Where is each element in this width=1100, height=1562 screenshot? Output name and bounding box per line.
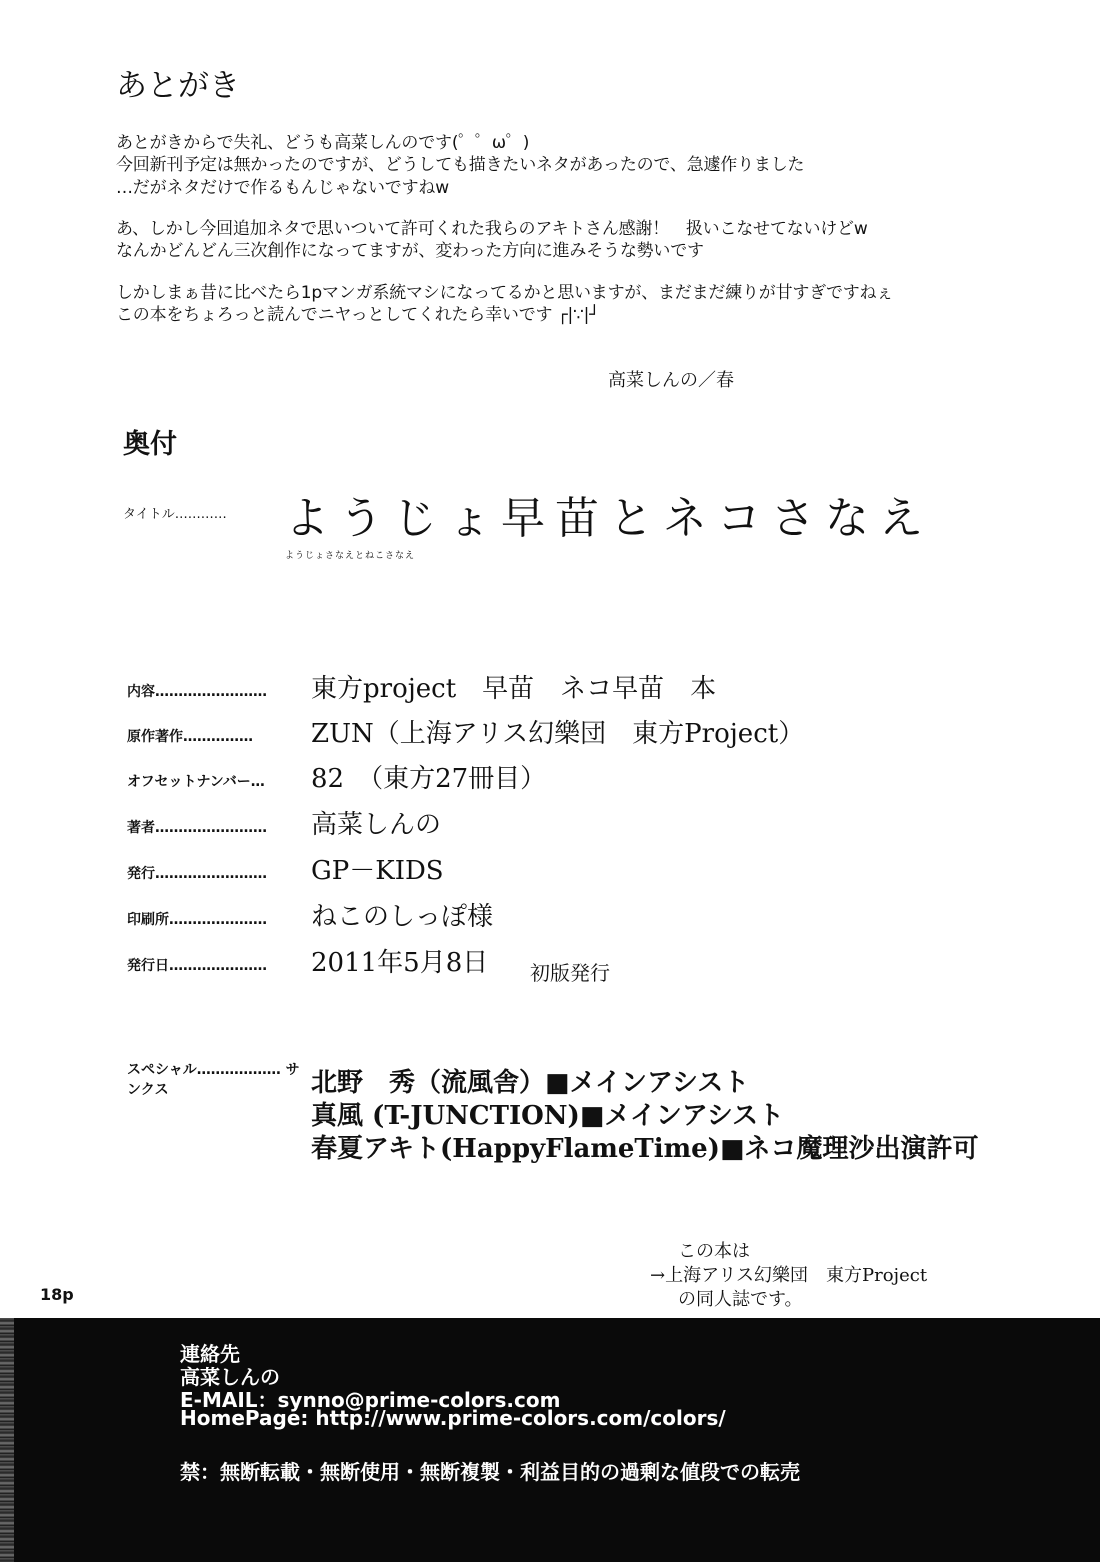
info-label-author: 著者…………………… — [127, 820, 267, 836]
contact-name: 高菜しんの — [180, 1365, 280, 1389]
info-label-offset-number: オフセットナンバー… — [127, 774, 265, 790]
page-number: 18p — [40, 1285, 74, 1304]
prohibition-note: 禁：無断転載・無断使用・無断複製・利益目的の過剰な値段での転売 — [180, 1460, 800, 1484]
afterword-line: 今回新刊予定は無かったのですが、どうしても描きたいネタがあったので、急遽作りました — [116, 155, 805, 175]
info-label-original-work: 原作著作…………… — [127, 729, 253, 745]
contact-homepage: HomePage: http://www.prime-colors.com/colors/ — [180, 1406, 726, 1430]
info-value-original-work: ZUN（上海アリス幻樂団 東方Project） — [311, 719, 805, 749]
info-value-offset-number: 82 （東方27冊目） — [311, 764, 547, 794]
thanks-line: 北野 秀（流風舎）■メインアシスト — [311, 1068, 750, 1098]
colophon-heading: 奥付 — [123, 429, 177, 460]
panel-edge-texture — [0, 1318, 14, 1562]
special-thanks-label: スペシャル……………… サンクス — [127, 1062, 300, 1098]
contact-panel — [0, 1318, 1100, 1562]
info-value-pub-date: 2011年5月8日 — [311, 948, 489, 978]
thanks-line: 春夏アキト(HappyFlameTime)■ネコ魔理沙出演許可 — [311, 1134, 979, 1164]
afterword-line: …だがネタだけで作るもんじゃないですねw — [116, 178, 449, 198]
pub-date-note: 初版発行 — [530, 961, 610, 985]
afterword-signature: 高菜しんの／春 — [608, 370, 734, 391]
afterword-line: あ、しかし今回追加ネタで思いついて許可くれた我らのアキトさん感謝！ 扱いこなせてないけどw — [116, 219, 868, 239]
info-label-content: 内容…………………… — [127, 684, 267, 700]
afterword-line: しかしまぁ昔に比べたら1pマンガ系統マシになってるかと思いますが、まだまだ練りが甘すぎですねぇ — [116, 283, 894, 303]
info-value-content: 東方project 早苗 ネコ早苗 本 — [311, 674, 717, 704]
main-title: ようじょ早苗とネコさなえ — [285, 493, 933, 544]
title-label: タイトル………… — [123, 507, 227, 522]
info-label-pub-date: 発行日………………… — [127, 958, 267, 974]
contact-heading: 連絡先 — [180, 1342, 240, 1366]
info-value-printer: ねこのしっぽ様 — [311, 902, 494, 932]
afterword-heading: あとがき — [116, 68, 240, 104]
thanks-line: 真風 (T-JUNCTION)■メインアシスト — [311, 1101, 785, 1131]
info-value-author: 高菜しんの — [311, 810, 442, 840]
doujin-notice — [650, 1240, 927, 1312]
afterword-line: あとがきからで失礼、どうも高菜しんのです(゜゜ω゜) — [116, 133, 530, 153]
info-value-publisher: GP－KIDS — [311, 856, 444, 886]
info-label-printer: 印刷所………………… — [127, 912, 267, 928]
contact-email: E-MAIL：synno@prime-colors.com — [180, 1388, 561, 1412]
doujin-notice-line: この本は — [678, 1241, 750, 1262]
doujin-notice-line: の同人誌です。 — [678, 1289, 803, 1310]
info-label-publisher: 発行…………………… — [127, 866, 267, 882]
doujin-notice-line: →上海アリス幻樂団 東方Project — [650, 1265, 928, 1286]
afterword-line: なんかどんどん三次創作になってますが、変わった方向に進みそうな勢いです — [116, 241, 704, 261]
title-reading: ようじょさなえとねこさなえ — [285, 551, 416, 561]
afterword-line: この本をちょろっと読んでニヤっとしてくれたら幸いです ┌|∵|┘ — [116, 305, 600, 325]
